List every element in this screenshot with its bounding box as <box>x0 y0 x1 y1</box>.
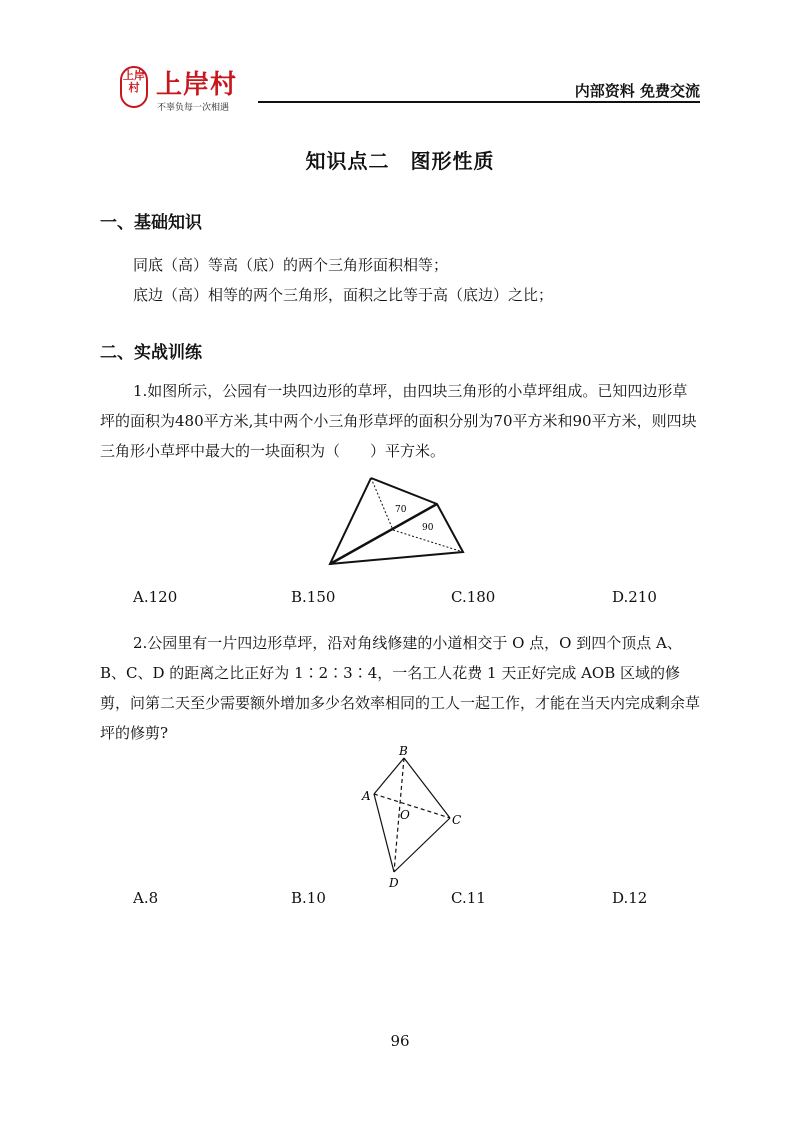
edge-bc <box>404 758 450 818</box>
q1-option-a: A.120 <box>133 588 178 606</box>
q2-option-b: B.10 <box>291 889 326 907</box>
vertex-label-b: B <box>399 744 408 758</box>
logo-name: 上岸村 <box>156 70 238 100</box>
header-rule <box>258 101 700 103</box>
logo-seal: 上岸村 <box>120 66 148 108</box>
diagonal-ac <box>374 794 450 818</box>
edge-ab <box>374 758 404 794</box>
figure-label-90: 90 <box>422 523 434 533</box>
question-2-figure <box>358 742 468 892</box>
question-1-figure <box>325 474 470 569</box>
section-heading-practice: 二、实战训练 <box>100 343 202 363</box>
vertex-label-d: D <box>389 876 399 890</box>
question-1-text: 1.如图所示，公园有一块四边形的草坪，由四块三角形的小草坪组成。已知四边形草坪的面积为480平方米,其中两个小三角形草坪的面积分别为70平方米和90平方米，则四块三角形小草坪中最大的一块面积为（ ）平方米。 <box>100 382 697 460</box>
page-title: 知识点二 图形性质 <box>305 149 495 173</box>
q2-option-a: A.8 <box>133 889 159 907</box>
edge-cd <box>394 818 450 872</box>
q1-option-d: D.210 <box>612 588 657 606</box>
header-label: 内部资料 免费交流 <box>574 82 700 100</box>
edge-ad <box>374 794 394 872</box>
basics-line-1: 同底（高）等高（底）的两个三角形面积相等； <box>133 256 449 274</box>
q1-option-c: C.180 <box>451 588 496 606</box>
page-number: 96 <box>390 1032 410 1050</box>
quadrilateral-outline <box>330 478 463 564</box>
vertex-label-o: O <box>400 808 410 822</box>
q2-option-c: C.11 <box>451 889 486 907</box>
vertex-label-c: C <box>452 813 462 827</box>
vertex-label-a: A <box>362 789 371 803</box>
basics-line-2: 底边（高）相等的两个三角形，面积之比等于高（底边）之比； <box>133 286 554 304</box>
q1-option-b: B.150 <box>291 588 336 606</box>
q2-option-d: D.12 <box>612 889 648 907</box>
logo-slogan: 不辜负每一次相遇 <box>157 103 230 113</box>
figure-label-70: 70 <box>395 505 407 515</box>
question-2-text: 2.公园里有一片四边形草坪，沿对角线修建的小道相交于 O 点，O 到四个顶点 A、B、C、D 的距离之比正好为 1∶2∶3∶4，一名工人花费 1 天正好完成 AOB 区域的修剪，问第二天至少需要额外增加多少名效率相同的工人一起工作，才能在当天内完成剩余草坪的修剪? <box>100 634 701 742</box>
section-heading-basics: 一、基础知识 <box>100 213 202 233</box>
